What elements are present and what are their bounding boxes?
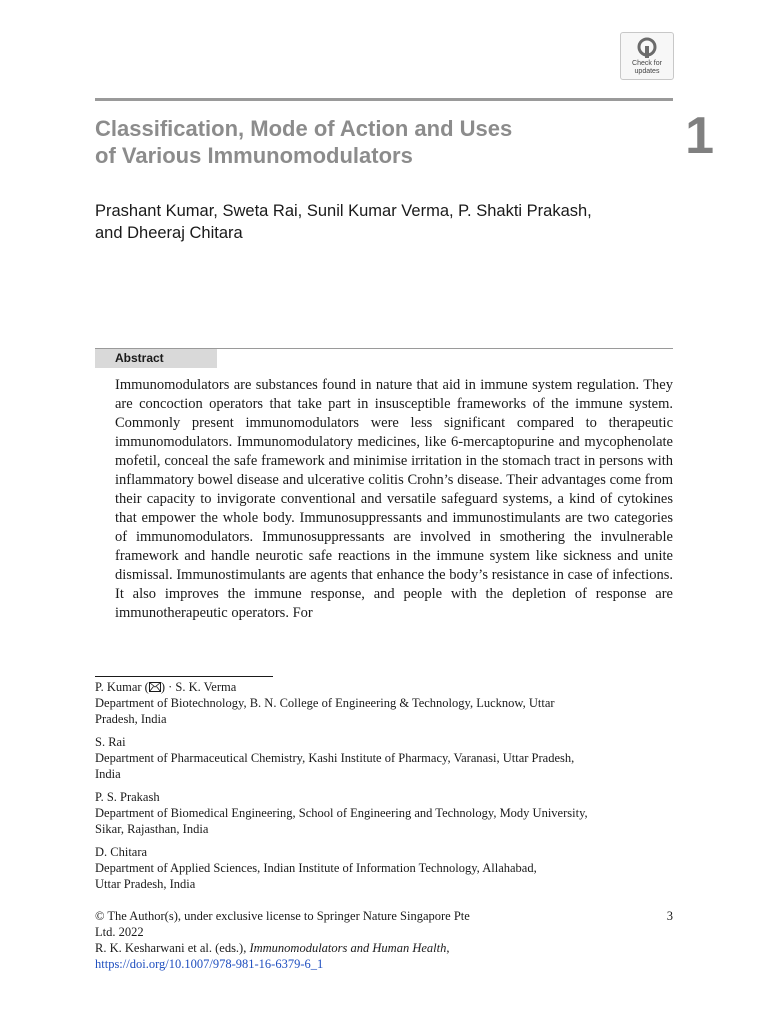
book-citation <box>95 940 675 972</box>
footnote-rule <box>95 676 273 677</box>
citation-editors: R. K. Kesharwani et al. (eds.), <box>95 941 250 955</box>
affiliation-dept-line-2: India <box>95 767 121 781</box>
author-list <box>95 200 685 244</box>
affiliation-name-post: ) · S. K. Verma <box>160 680 237 694</box>
affiliation-name: D. Chitara <box>95 845 148 859</box>
affiliation-dept-line-2: Sikar, Rajasthan, India <box>95 822 209 836</box>
affiliation-dept-line-2: Uttar Pradesh, India <box>95 877 196 891</box>
chapter-title-line-1: Classification, Mode of Action and Uses <box>95 116 513 141</box>
badge-line-2: updates <box>634 68 660 75</box>
chapter-title <box>95 115 635 169</box>
citation-comma: , <box>446 941 450 955</box>
page-number: 3 <box>666 909 673 923</box>
affiliation-name: S. Rai <box>95 735 126 749</box>
affiliation-dept-line-1: Department of Pharmaceutical Chemistry, Kashi Institute of Pharmacy, Varanasi, Uttar Pradesh, <box>95 751 575 765</box>
copyright-notice <box>95 908 545 940</box>
affiliation-prakash <box>95 789 680 837</box>
check-updates-icon <box>636 37 658 59</box>
copyright-line-1: © The Author(s), under exclusive license to Springer Nature Singapore Pte <box>95 909 470 923</box>
abstract-heading: Abstract <box>95 349 217 368</box>
authors-line-2: and Dheeraj Chitara <box>95 224 243 242</box>
abstract-text: Immunomodulators are substances found in nature that aid in immune system regulation. They are concoction operators that take part in insusceptible frameworks of the immune system. Commonly present immunomodulators were less significant compared to therapeutic immunomodulators. Immunomodulatory medicines, like 6-mercaptopurine and mycophenolate mofetil, conceal the safe framework and minimise irritation in the stomach tract in persons with inflammatory bowel disease and ulcerative colitis Crohn’s disease. Their advantages come from their capacity to invigorate conventional and versatile safeguard systems, a kind of cytokines that empower the whole body. Immunosuppressants and immunostimulants are two categories of immunomodulators. Immunosuppressants are involved in smothering the invulnerable framework and handle neurotic safe reactions in the immune system like sickness and unite dismissal. Immunostimulants are agents that enhance the body’s resistance in case of infections. It also improves the immune response, and people with the depletion of response are immunotherapeutic operators. For <box>115 377 673 621</box>
authors-line-1: Prashant Kumar, Sweta Rai, Sunil Kumar Verma, P. Shakti Prakash, <box>95 202 592 220</box>
affiliation-chitara <box>95 844 680 892</box>
affiliation-dept-line-1: Department of Biomedical Engineering, School of Engineering and Technology, Mody University, <box>95 806 588 820</box>
badge-line-1: Check for <box>632 60 662 67</box>
copyright-line-2: Ltd. 2022 <box>95 925 144 939</box>
affiliations <box>95 679 680 899</box>
affiliation-name-pre: P. Kumar ( <box>95 680 149 694</box>
affiliation-dept-line-1: Department of Biotechnology, B. N. College of Engineering & Technology, Lucknow, Uttar <box>95 696 555 710</box>
affiliation-kumar-verma <box>95 679 680 727</box>
chapter-title-line-2: of Various Immunomodulators <box>95 143 413 168</box>
affiliation-rai <box>95 734 680 782</box>
citation-line <box>95 940 675 956</box>
affiliation-dept-line-2: Pradesh, India <box>95 712 167 726</box>
check-for-updates-badge[interactable] <box>620 32 674 80</box>
doi-link[interactable]: https://doi.org/10.1007/978-981-16-6379-6_1 <box>95 957 324 971</box>
chapter-number: 1 <box>685 107 714 165</box>
header-rule <box>95 98 673 101</box>
affiliation-name: P. S. Prakash <box>95 790 160 804</box>
affiliation-dept-line-1: Department of Applied Sciences, Indian Institute of Information Technology, Allahabad, <box>95 861 537 875</box>
citation-book-title: Immunomodulators and Human Health <box>249 941 447 955</box>
envelope-icon[interactable] <box>149 682 161 692</box>
affiliation-names <box>95 679 680 695</box>
